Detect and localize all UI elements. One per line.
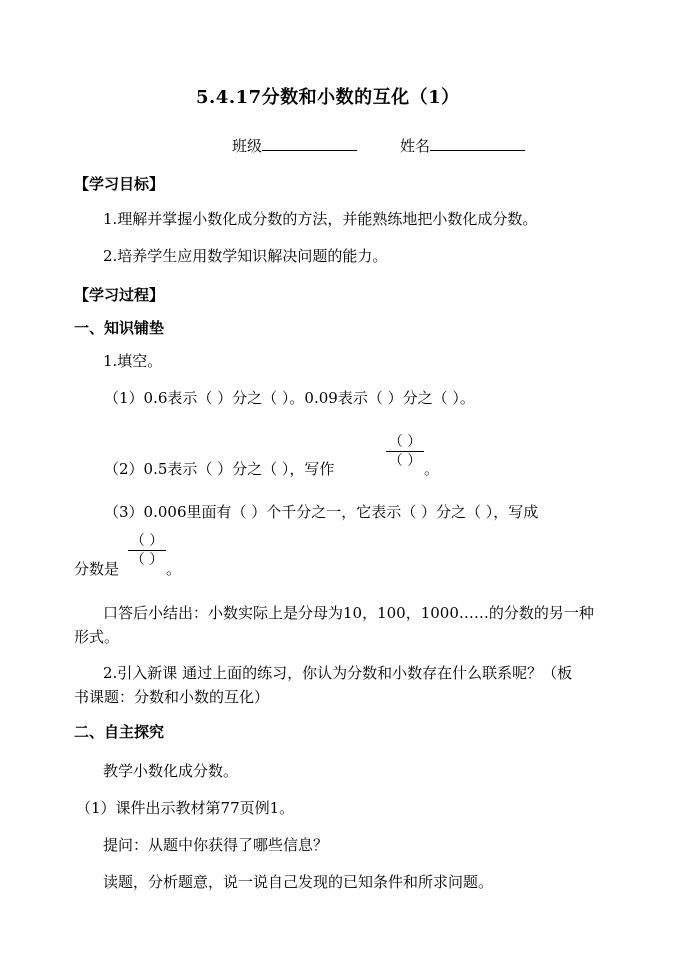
class-field (232, 134, 357, 156)
name-blank[interactable] (430, 134, 525, 151)
question-2-end: 。 (424, 460, 440, 478)
goal-item: 1.理解并掌握小数化成分数的方法，并能熟练地把小数化成分数。 (103, 210, 538, 228)
question-3-end: 。 (166, 560, 182, 578)
section2-read: 读题，分析题意，说一说自己发现的已知条件和所求问题。 (103, 873, 494, 891)
question-3: （3）0.006里面有（ ）个千分之一，它表示（ ）分之（ ），写成 (104, 503, 539, 521)
goal-item: 2.培养学生应用数学知识解决问题的能力。 (103, 247, 388, 265)
question-3-cont: 分数是 (74, 560, 120, 578)
fraction-answer-2[interactable] (128, 533, 166, 568)
section2-heading: 二、自主探究 (74, 723, 165, 741)
fraction-denominator: （ ） (130, 552, 164, 568)
question-1: （1）0.6表示（ ）分之（ ）。0.09表示（ ）分之（ ）。 (104, 389, 475, 407)
name-label: 姓名 (400, 137, 431, 155)
goals-heading: 【学习目标】 (74, 175, 165, 193)
fraction-numerator: （ ） (130, 533, 164, 549)
question-2: （2）0.5表示（ ）分之（ ），写作 (104, 460, 335, 478)
section2-ask: 提问：从题中你获得了哪些信息？ (103, 836, 329, 854)
section2-item-1: （1）课件出示教材第77页例1。 (76, 799, 295, 817)
process-heading: 【学习过程】 (74, 286, 165, 304)
section2-lead: 教学小数化成分数。 (103, 762, 239, 780)
intro-line-2: 书课题：分数和小数的互化） (74, 688, 270, 706)
class-label: 班级 (232, 137, 263, 155)
summary-line-2: 形式。 (74, 628, 120, 646)
fraction-answer-1[interactable] (386, 434, 424, 469)
section1-heading: 一、知识铺垫 (74, 319, 165, 337)
page-title: 5.4.17分数和小数的互化（1） (196, 87, 460, 108)
fraction-bar (128, 550, 166, 551)
fraction-denominator: （ ） (388, 453, 422, 469)
name-field (400, 134, 525, 156)
class-blank[interactable] (262, 134, 357, 151)
fill-blank-label: 1.填空。 (103, 352, 163, 370)
intro-line-1: 2.引入新课 通过上面的练习，你认为分数和小数存在什么联系呢？（板 (103, 664, 573, 682)
summary-line-1: 口答后小结出：小数实际上是分母为10，100，1000……的分数的另一种 (103, 604, 594, 622)
fraction-numerator: （ ） (388, 434, 422, 450)
fraction-bar (386, 451, 424, 452)
